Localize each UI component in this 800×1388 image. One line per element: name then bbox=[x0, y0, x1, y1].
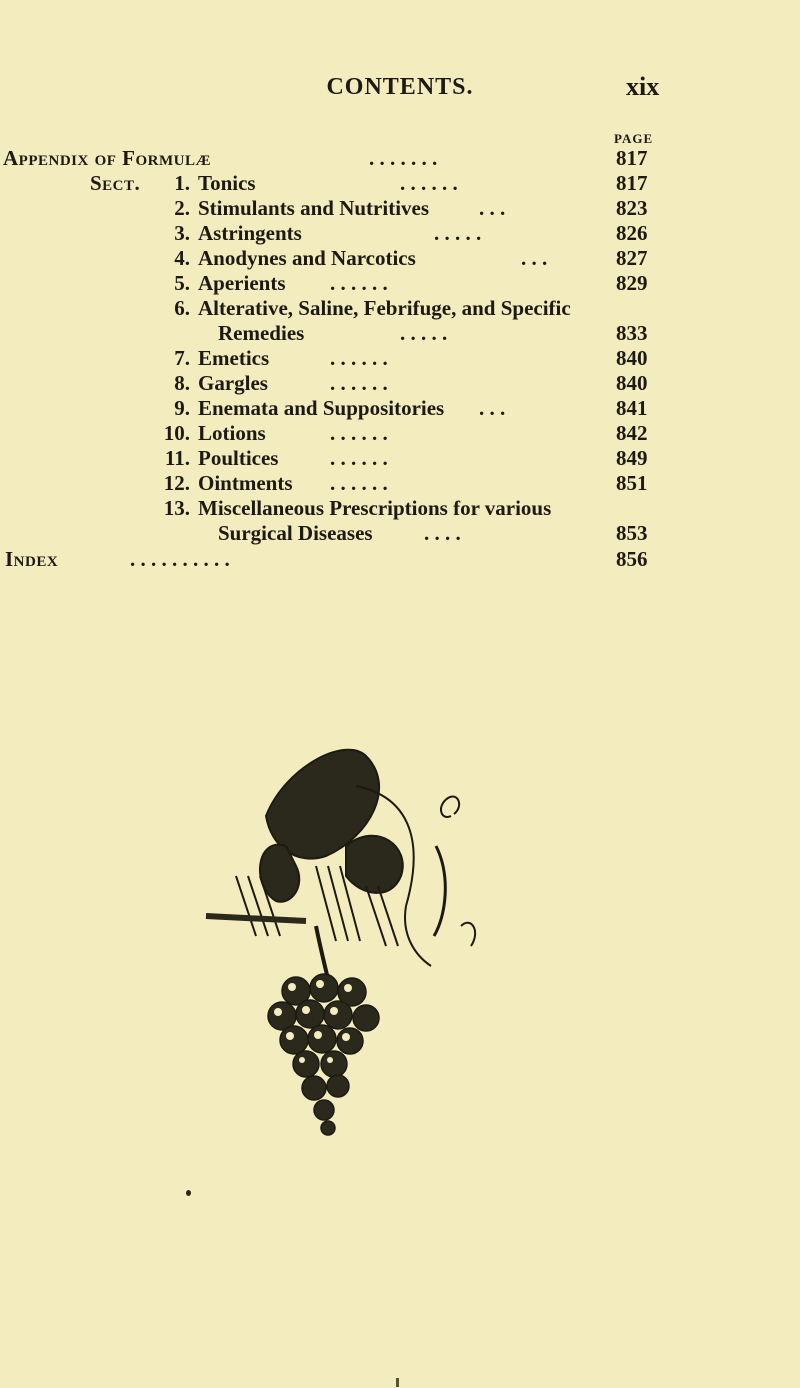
toc-index-label: Index bbox=[5, 547, 59, 571]
toc-leader: . . . . . . bbox=[330, 471, 388, 495]
toc-page-number: 833 bbox=[616, 321, 648, 345]
toc-section-title: Ointments bbox=[198, 471, 293, 495]
toc-leader: . . . bbox=[479, 396, 506, 420]
toc-section-title: Aperients bbox=[198, 271, 286, 295]
toc-page-number: 840 bbox=[616, 371, 648, 395]
toc-page-number: 829 bbox=[616, 271, 648, 295]
toc-leader: . . . . . . bbox=[330, 371, 388, 395]
page-speck bbox=[396, 1378, 399, 1387]
toc-section-number: 1. bbox=[174, 171, 190, 195]
toc-page-number: 823 bbox=[616, 196, 648, 220]
toc-section-number: 4. bbox=[174, 246, 190, 270]
toc-section-title-continued: Surgical Diseases bbox=[218, 521, 373, 545]
toc-leader: . . . . . bbox=[400, 321, 448, 345]
toc-page-number: 826 bbox=[616, 221, 648, 245]
toc-entry bbox=[0, 371, 800, 395]
toc-section-number: 12. bbox=[163, 471, 190, 495]
toc-entry bbox=[0, 246, 800, 270]
toc-section-number: 3. bbox=[174, 221, 190, 245]
toc-entry-continuation bbox=[0, 521, 800, 545]
toc-leader: . . . . . bbox=[434, 221, 482, 245]
toc-page-number: 840 bbox=[616, 346, 648, 370]
toc-section-title: Astringents bbox=[198, 221, 302, 245]
toc-page-number: 851 bbox=[616, 471, 648, 495]
toc-section-number: 13. bbox=[163, 496, 190, 520]
toc-page-number: 853 bbox=[616, 521, 648, 545]
toc-entry bbox=[0, 471, 800, 495]
toc-section-title: Miscellaneous Prescriptions for various bbox=[198, 496, 552, 520]
toc-entry bbox=[0, 196, 800, 220]
toc-leader: . . . . . . bbox=[400, 171, 458, 195]
toc-leader: . . . bbox=[479, 196, 506, 220]
toc-section-title: Lotions bbox=[198, 421, 266, 445]
toc-page-number: 817 bbox=[616, 146, 648, 170]
toc-appendix-label: Appendix of Formulæ bbox=[3, 146, 211, 170]
toc-entry bbox=[0, 171, 800, 195]
toc-section-number: 6. bbox=[174, 296, 190, 320]
toc-entry bbox=[0, 421, 800, 445]
toc-section-number: 10. bbox=[163, 421, 190, 445]
toc-sect-label: Sect. bbox=[90, 171, 141, 195]
toc-leader: . . . . . . bbox=[330, 446, 388, 470]
toc-entry-index bbox=[0, 547, 800, 571]
toc-entry-appendix bbox=[0, 146, 800, 170]
toc-page-number: 849 bbox=[616, 446, 648, 470]
toc-leader: . . . . . . bbox=[330, 346, 388, 370]
running-header-page-number: xix bbox=[626, 72, 660, 101]
toc-leader: . . . . . . . bbox=[369, 146, 438, 170]
toc-section-title: Alterative, Saline, Febrifuge, and Specific bbox=[198, 296, 571, 320]
toc-leader: . . . . . . bbox=[330, 421, 388, 445]
toc-leader: . . . . . . . . . . bbox=[130, 547, 230, 571]
toc-page-number: 842 bbox=[616, 421, 648, 445]
toc-leader: . . . . . . bbox=[330, 271, 388, 295]
toc-section-title: Gargles bbox=[198, 371, 268, 395]
grapevine-ornament-icon bbox=[196, 726, 496, 1138]
toc-page-number: 841 bbox=[616, 396, 648, 420]
toc-section-title: Poultices bbox=[198, 446, 279, 470]
toc-page-number: 856 bbox=[616, 547, 648, 571]
toc-section-title: Enemata and Suppositories bbox=[198, 396, 445, 420]
toc-entry-continuation bbox=[0, 321, 800, 345]
toc-section-title: Emetics bbox=[198, 346, 270, 370]
toc-section-number: 11. bbox=[164, 446, 190, 470]
toc-page-number: 817 bbox=[616, 171, 648, 195]
toc-section-number: 7. bbox=[174, 346, 190, 370]
running-header-title: CONTENTS. bbox=[326, 74, 474, 100]
page-speck bbox=[186, 1190, 191, 1196]
toc-page-number: 827 bbox=[616, 246, 648, 270]
toc-entry bbox=[0, 271, 800, 295]
toc-entry bbox=[0, 396, 800, 420]
toc-section-number: 2. bbox=[174, 196, 190, 220]
toc-section-title: Tonics bbox=[198, 171, 256, 195]
toc-section-title: Anodynes and Narcotics bbox=[198, 246, 416, 270]
toc-entry bbox=[0, 496, 800, 520]
toc-entry bbox=[0, 446, 800, 470]
toc-section-number: 5. bbox=[174, 271, 190, 295]
toc-entry bbox=[0, 296, 800, 320]
page-column-label: PAGE bbox=[614, 131, 654, 146]
toc-entry bbox=[0, 346, 800, 370]
toc-section-title-continued: Remedies bbox=[218, 321, 305, 345]
toc-leader: . . . . bbox=[424, 521, 461, 545]
toc-section-title: Stimulants and Nutritives bbox=[198, 196, 430, 220]
toc-leader: . . . bbox=[521, 246, 548, 270]
toc-section-number: 9. bbox=[174, 396, 190, 420]
toc-entry bbox=[0, 221, 800, 245]
toc-section-number: 8. bbox=[174, 371, 190, 395]
